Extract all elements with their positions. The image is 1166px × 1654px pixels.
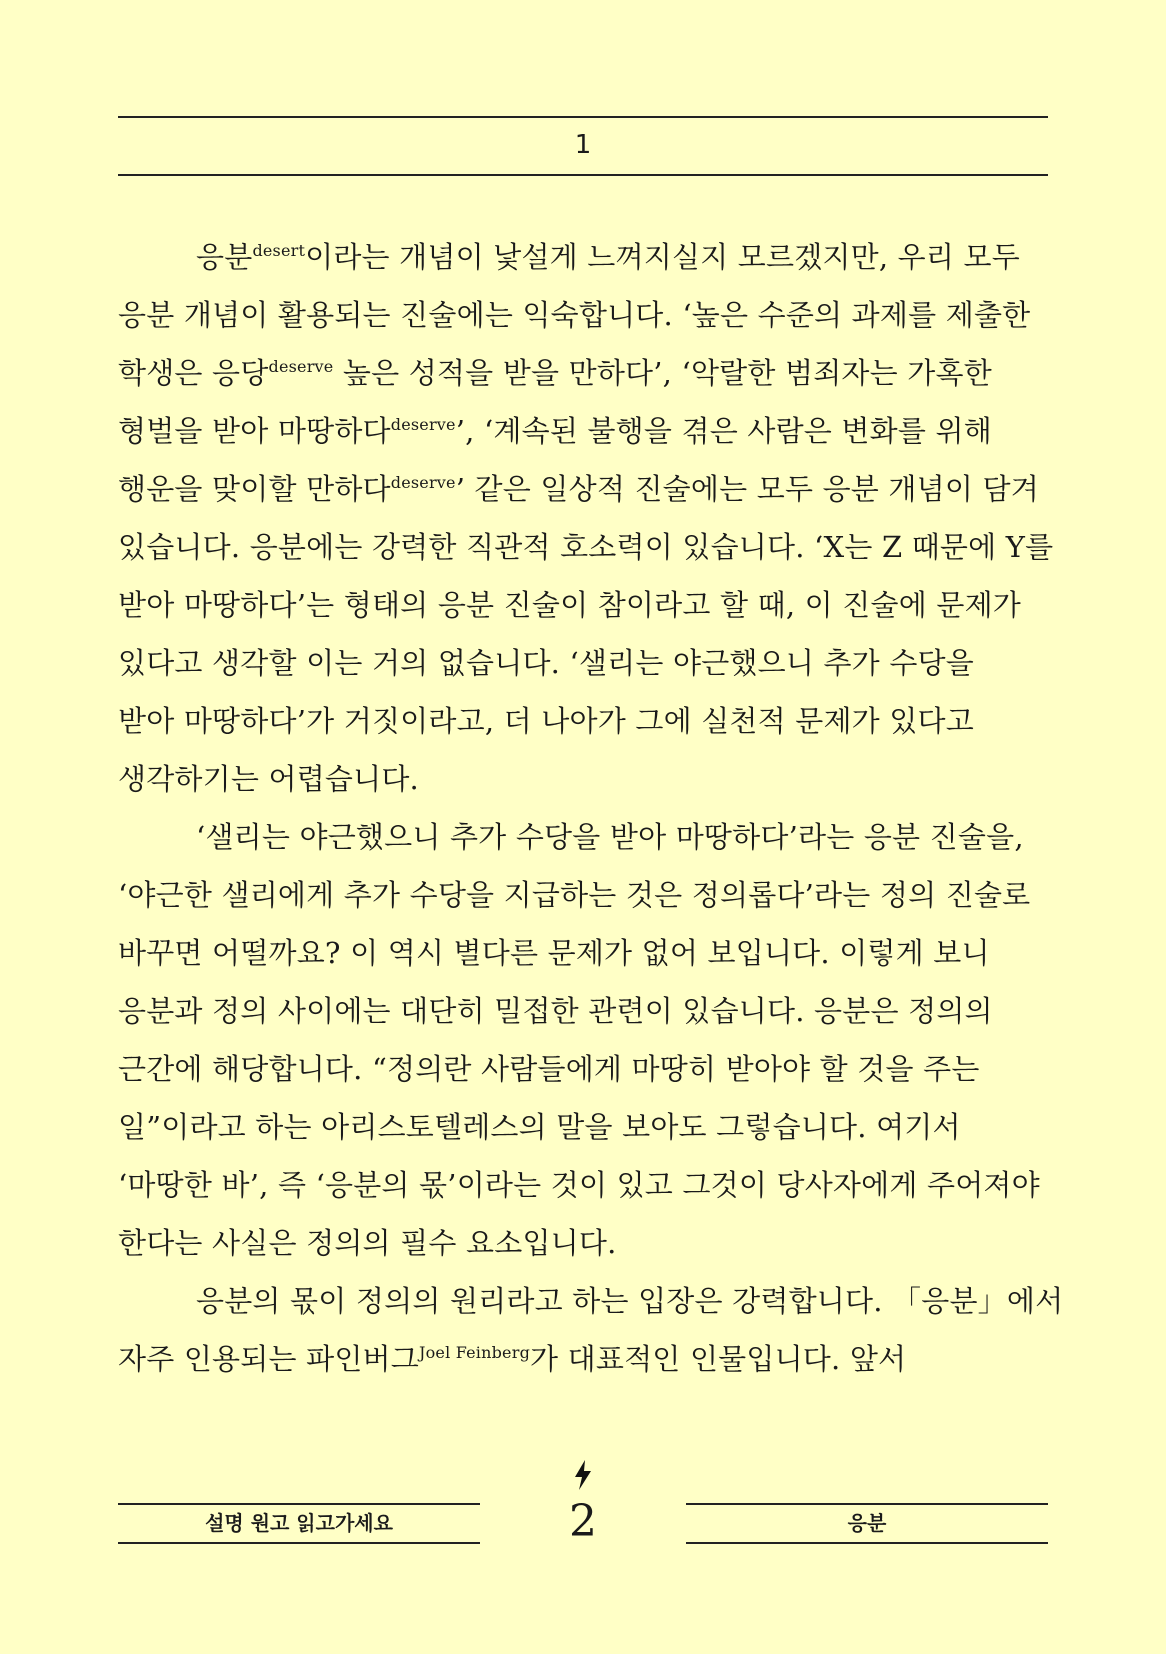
text-line: 근간에 해당합니다. “정의란 사람들에게 마땅히 받아야 할 것을 주는 [118,1052,980,1086]
body-text [118,228,1064,1388]
text-line: 자주 인용되는 파인버그$^{Joel Feinberg}$가 대표적인 인물입니다. 앞서 [118,1342,907,1376]
footer-page-number: 2 [569,1496,597,1547]
text-line: 받아 마땅하다’는 형태의 응분 진술이 참이라고 할 때, 이 진술에 문제가 [118,588,1022,622]
text-line: 응분의 몫이 정의의 원리라고 하는 입장은 강력합니다. 「응분」에서 [196,1284,1064,1318]
footer-right-top-rule [686,1503,1048,1505]
text-line: 일”이라고 하는 아리스토텔레스의 말을 보아도 그렇습니다. 여기서 [118,1110,961,1144]
text-line: 생각하기는 어렵습니다. [118,762,419,796]
text-line: 받아 마땅하다’가 거짓이라고, 더 나아가 그에 실천적 문제가 있다고 [118,704,974,738]
text-line: 있습니다. 응분에는 강력한 직관적 호소력이 있습니다. ‘X는 Z 때문에 Y를 [118,530,1054,564]
footer-left-bottom-rule [118,1542,480,1544]
text-line: 학생은 응당$^{deserve}$ 높은 성적을 받을 만하다’, ‘악랄한 범죄자는 가혹한 [118,356,992,390]
footer-left-top-rule [118,1503,480,1505]
text-line: ‘샐리는 야근했으니 추가 수당을 받아 마땅하다’라는 응분 진술을, [196,820,1024,854]
text-line: 응분과 정의 사이에는 대단히 밀접한 관련이 있습니다. 응분은 정의의 [118,994,993,1028]
text-line: ‘야근한 샐리에게 추가 수당을 지급하는 것은 정의롭다’라는 정의 진술로 [118,878,1031,912]
footer-left-label: 설명 원고 읽고가세요 [205,1511,393,1535]
header-bottom-rule [118,174,1048,176]
text-line: 형벌을 받아 마땅하다$^{deserve}$’, ‘계속된 불행을 겪은 사람은 변화를 위해 [118,414,992,448]
text-line: 있다고 생각할 이는 거의 없습니다. ‘샐리는 야근했으니 추가 수당을 [118,646,974,680]
text-line: 응분$^{desert}$이라는 개념이 낯설게 느껴지실지 모르겠지만, 우리 모두 [196,240,1020,274]
superscript-term: Joel Feinberg [418,1343,531,1362]
text-line: ‘마땅한 바’, 즉 ‘응분의 몫’이라는 것이 있고 그것이 당사자에게 주어져야 [118,1168,1040,1202]
superscript-term: deserve [268,357,334,376]
header-page-number: 1 [574,130,592,160]
text-line: 행운을 맞이할 만하다$^{deserve}$’ 같은 일상적 진술에는 모두 응분 개념이 담겨 [118,472,1039,506]
superscript-term: desert [252,241,306,260]
superscript-term: deserve [390,415,456,434]
lightning-bolt-icon [572,1460,594,1490]
text-line: 바꾸면 어떨까요? 이 역시 별다른 문제가 없어 보입니다. 이렇게 보니 [118,936,990,970]
superscript-term: deserve [390,473,456,492]
footer-right-label: 응분 [847,1511,887,1535]
footer-right-bottom-rule [686,1542,1048,1544]
text-line: 한다는 사실은 정의의 필수 요소입니다. [118,1226,617,1260]
text-line: 응분 개념이 활용되는 진술에는 익숙합니다. ‘높은 수준의 과제를 제출한 [118,298,1031,332]
header-top-rule [118,116,1048,118]
